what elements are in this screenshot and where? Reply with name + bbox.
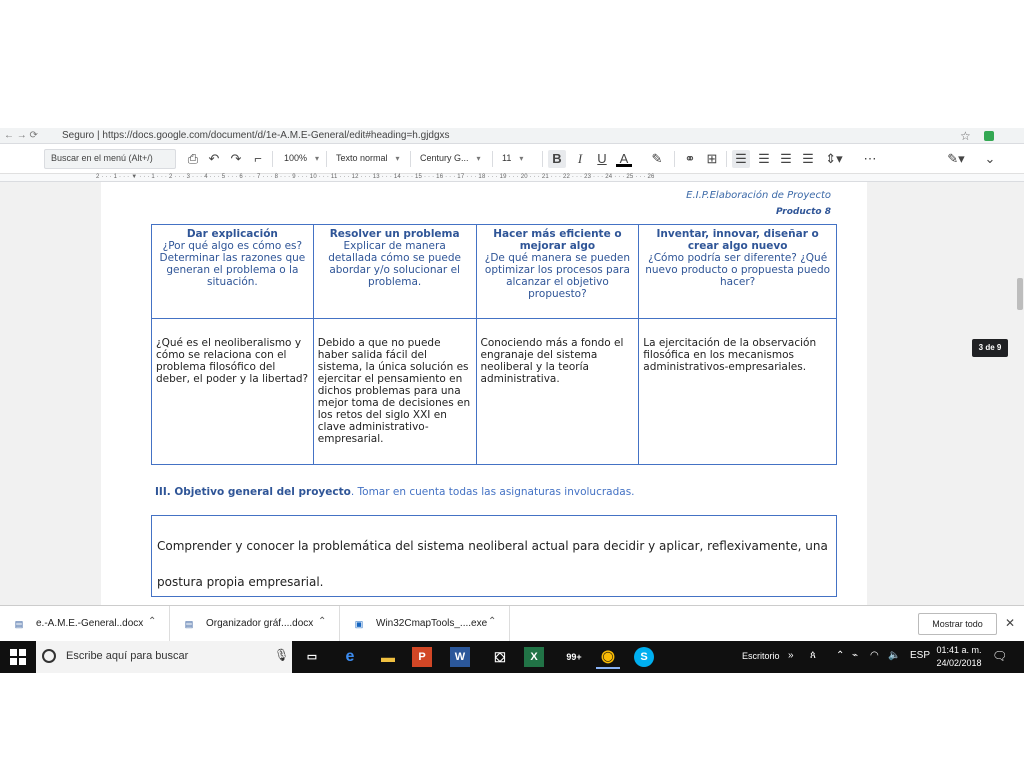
powerpoint-icon[interactable]: P [412, 647, 432, 667]
objective-heading [155, 486, 635, 498]
toolbar-divider [542, 151, 543, 167]
network-icon[interactable]: ⌁ [852, 650, 859, 661]
language-indicator[interactable]: ESP [910, 650, 931, 661]
align-right-icon[interactable]: ☰ [780, 151, 792, 166]
start-logo-pane [19, 658, 26, 665]
objective-text-box[interactable]: Comprender y conocer la problemática del sistema neoliberal actual para decidir y aplicar, reflexivamente, una postura propia empresarial. [151, 515, 837, 597]
ruler-marks: 2 · · · 1 · · · ▼ · · · 1 · · · 2 · · · 3 · · · 4 · · · 5 · · · 6 · · · 7 · · · 8 · · · 9 · · · 10 · · · 11 · · · 12 · · · 13 · · · 14 · · · 15 · · · 16 · · · 17 · · · 18 · · · 19 · · · 20 · · · 21 · · · 22 · · · 23 · · · 24 · · · 25 · · · 26 [96, 174, 655, 180]
chevron-up-icon[interactable]: ⌃ [488, 616, 497, 627]
bookmark-star-icon[interactable]: ☆ [960, 129, 971, 143]
mail-badge-icon[interactable]: 99+ [566, 652, 582, 662]
chevron-down-icon: ▾ [395, 154, 400, 163]
style-select[interactable] [336, 153, 400, 163]
underline-button[interactable]: U [597, 151, 607, 166]
add-comment-icon[interactable]: ⊞ [706, 151, 718, 166]
collapse-chevron-icon[interactable]: ⌄ [984, 151, 996, 166]
downloads-bar [0, 605, 1024, 641]
header-cell-desc: ¿Por qué algo es cómo es? Determinar las razones que generan el problema o la situación. [159, 240, 306, 288]
extension-icon[interactable] [984, 131, 994, 141]
table-header-cell[interactable] [313, 225, 476, 319]
edge-icon[interactable]: e [345, 648, 355, 665]
download-filename: e.-A.M.E.-General..docx [36, 618, 144, 629]
font-value: Century G... [420, 153, 469, 163]
font-size-select[interactable] [502, 153, 523, 163]
close-icon[interactable]: ✕ [1005, 616, 1016, 630]
table-header-cell[interactable] [152, 225, 314, 319]
table-row [152, 319, 837, 465]
chevron-right-icon[interactable]: » [788, 650, 794, 661]
clock-date: 24/02/2018 [936, 658, 982, 668]
download-item[interactable] [170, 606, 340, 642]
people-icon[interactable]: ጰ [810, 650, 816, 661]
header-cell-title: Dar explicación [186, 228, 278, 240]
table-header-cell[interactable] [639, 225, 837, 319]
skype-icon[interactable]: S [634, 647, 654, 667]
cortana-icon [42, 649, 56, 663]
notifications-icon[interactable]: 🗨 [992, 649, 1008, 663]
table-cell[interactable]: La ejercitación de la observación filosófica en los mecanismos administrativos-empresariales. [639, 319, 837, 465]
style-value: Texto normal [336, 153, 388, 163]
table-header-row [152, 225, 837, 319]
word-icon[interactable]: W [450, 647, 470, 667]
chevron-up-icon[interactable]: ⌃ [318, 616, 327, 627]
paint-format-icon[interactable]: ⌐ [254, 151, 262, 166]
more-button[interactable]: ⋯ [863, 151, 877, 166]
exe-file-icon: ▣ [354, 619, 364, 629]
start-logo-pane [10, 658, 17, 665]
header-cell-desc: ¿Cómo podría ser diferente? ¿Qué nuevo producto o propuesta puedo hacer? [645, 252, 831, 288]
undo-icon[interactable]: ↶ [208, 151, 220, 166]
excel-icon[interactable]: X [524, 647, 544, 667]
url-text[interactable]: Seguro | https://docs.google.com/document/d/1e-A.M.E-General/edit#heading=h.gjdgxs [62, 130, 450, 141]
screen [0, 128, 1024, 673]
volume-icon[interactable]: 🔈 [888, 650, 901, 661]
header-cell-title: Hacer más eficiente o mejorar algo [493, 228, 622, 252]
chevron-down-icon: ▾ [519, 154, 524, 163]
header-cell-title: Resolver un problema [329, 228, 460, 240]
download-item[interactable] [0, 606, 170, 642]
editing-mode-icon[interactable]: ✎▾ [947, 151, 965, 166]
start-logo-pane [19, 649, 26, 656]
start-logo-pane [10, 649, 17, 656]
desktop-toolbar-label[interactable]: Escritorio [742, 651, 780, 661]
clock-time: 01:41 a. m. [936, 645, 982, 655]
toolbar-divider [492, 151, 493, 167]
microphone-icon[interactable]: 🎙 [274, 648, 290, 662]
table-cell[interactable]: ¿Qué es el neoliberalismo y cómo se relaciona con el problema filosófico del deber, el poder y la libertad? [152, 319, 314, 465]
redo-icon[interactable]: ↷ [230, 151, 242, 166]
scrollbar-thumb[interactable] [1017, 278, 1023, 310]
clock[interactable] [935, 644, 983, 670]
align-left-icon[interactable]: ☰ [732, 150, 750, 168]
print-icon[interactable]: ⎙ [187, 151, 199, 166]
menu-search-input[interactable]: Buscar en el menú (Alt+/) [44, 149, 176, 169]
toolbar-divider [326, 151, 327, 167]
download-filename: Win32CmapTools_....exe [376, 618, 488, 629]
nav-icons[interactable]: ← → ⟳ [4, 130, 38, 141]
chrome-icon[interactable]: ◉ [596, 645, 620, 669]
project-table [151, 224, 837, 465]
highlight-icon[interactable]: ✎ [651, 151, 663, 166]
word-doc-icon: ▤ [184, 619, 194, 629]
address-bar[interactable] [0, 128, 1024, 144]
chevron-down-icon: ▾ [315, 154, 320, 163]
table-cell[interactable]: Conociendo más a fondo el engranaje del sistema neoliberal y la teoría administrativa. [476, 319, 639, 465]
windows-start-icon[interactable] [10, 649, 26, 665]
header-title: E.I.P.Elaboración de Proyecto [686, 190, 831, 201]
justify-icon[interactable]: ☰ [802, 151, 814, 166]
header-cell-title: Inventar, innovar, diseñar o crear algo nuevo [656, 228, 819, 252]
docs-toolbar [0, 144, 1024, 174]
word-doc-icon: ▤ [14, 619, 24, 629]
toolbar-divider [272, 151, 273, 167]
text-color-button[interactable]: A [616, 150, 632, 167]
file-explorer-icon[interactable]: ▬ [381, 649, 395, 665]
header-cell-desc: Explicar de manera detallada cómo se puede abordar y/o solucionar el problema. [328, 240, 462, 288]
chevron-up-icon[interactable]: ⌃ [836, 650, 845, 661]
store-icon[interactable]: ⛋ [494, 649, 506, 665]
toolbar-divider [674, 151, 675, 167]
font-size-value: 11 [502, 153, 512, 163]
header-cell-desc: ¿De qué manera se pueden optimizar los procesos para alcanzar el objetivo propuesto? [484, 252, 631, 300]
italic-button[interactable]: I [577, 151, 583, 166]
ruler[interactable] [0, 174, 1024, 182]
chevron-up-icon[interactable]: ⌃ [148, 616, 157, 627]
font-select[interactable] [420, 153, 481, 163]
toolbar-divider [410, 151, 411, 167]
line-spacing-icon[interactable]: ⇕▾ [825, 151, 843, 166]
page-indicator: 3 de 9 [972, 339, 1008, 357]
table-cell[interactable]: Debido a que no puede haber salida fácil del sistema, la única solución es ejercitar el pensamiento en dichos problemas para una mejor toma de decisiones en los retos del siglo XXI en clave administrativo-empresarial. [313, 319, 476, 465]
task-view-icon[interactable]: ▭ [306, 651, 318, 663]
chevron-down-icon: ▾ [476, 154, 481, 163]
bold-button[interactable]: B [548, 150, 566, 168]
zoom-select[interactable] [284, 153, 319, 163]
objective-hint: . Tomar en cuenta todas las asignaturas involucradas. [350, 486, 635, 498]
download-item[interactable] [340, 606, 510, 642]
document-page[interactable] [101, 182, 867, 605]
taskbar-search-box[interactable] [36, 641, 292, 673]
table-header-cell[interactable] [476, 225, 639, 319]
header-product: Producto 8 [775, 207, 831, 217]
zoom-value: 100% [284, 153, 308, 163]
taskbar-search-text: Escribe aquí para buscar [66, 650, 189, 662]
wifi-icon[interactable]: ◠ [870, 650, 879, 661]
link-icon[interactable]: ⚭ [684, 151, 696, 166]
objective-label: III. Objetivo general del proyecto [155, 486, 351, 498]
document-area[interactable] [0, 182, 1016, 605]
toolbar-divider [726, 151, 727, 167]
windows-taskbar [0, 641, 1024, 673]
align-center-icon[interactable]: ☰ [758, 151, 770, 166]
vertical-scrollbar[interactable] [1016, 182, 1024, 605]
download-filename: Organizador gráf....docx [206, 618, 314, 629]
show-all-button[interactable]: Mostrar todo [918, 613, 997, 635]
